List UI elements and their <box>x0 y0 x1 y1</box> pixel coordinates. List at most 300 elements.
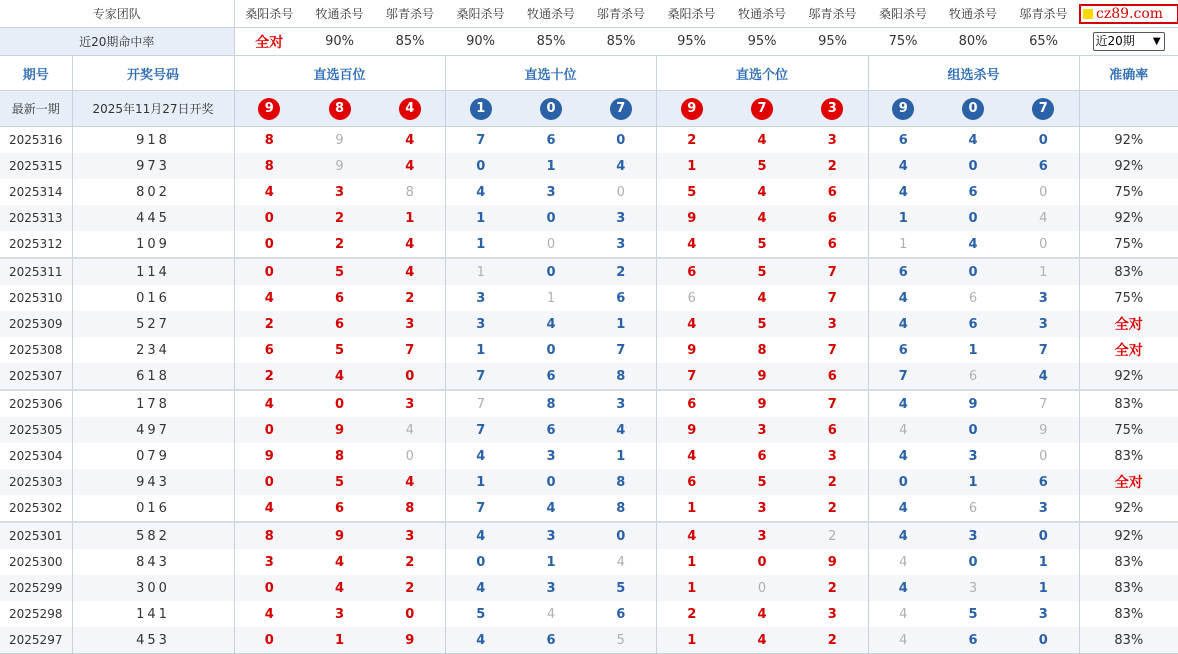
latest-ball-cell <box>586 91 656 127</box>
kill-number-cell: 3 <box>827 448 837 464</box>
draw-number-cell: 618 <box>72 363 234 390</box>
kill-number-cell: 0 <box>757 554 767 570</box>
kill-number-cell: 0 <box>1039 236 1048 252</box>
kill-number-cell: 9 <box>335 132 344 148</box>
kill-number-cell: 0 <box>375 363 445 390</box>
table-row <box>0 179 1178 205</box>
period-cell: 2025298 <box>9 607 63 621</box>
kill-number-cell: 2 <box>656 601 727 627</box>
kill-number-cell: 8 <box>234 522 304 549</box>
kill-number-cell: 0 <box>938 153 1008 179</box>
draw-number-cell: 527 <box>72 311 234 337</box>
expert-name: 桑阳杀号 <box>667 7 716 21</box>
draw-number-cell: 079 <box>72 443 234 469</box>
kill-number-cell: 1 <box>616 448 626 464</box>
latest-ball-cell <box>1008 91 1079 127</box>
kill-number-cell: 3 <box>234 549 304 575</box>
kill-number-cell: 0 <box>1039 184 1048 200</box>
kill-number-cell: 9 <box>656 205 727 231</box>
expert-name: 牧通杀号 <box>315 7 364 21</box>
kill-number-cell: 1 <box>586 311 656 337</box>
kill-number-cell: 6 <box>616 606 626 622</box>
kill-number-cell: 2 <box>797 469 868 495</box>
period-cell: 2025308 <box>9 343 63 357</box>
kill-number-cell: 0 <box>546 342 556 358</box>
period-cell: 2025305 <box>0 417 72 443</box>
accuracy-cell: 全对 <box>1079 469 1178 495</box>
kill-number-cell: 9 <box>375 627 445 654</box>
kill-number-cell: 9 <box>656 337 727 363</box>
latest-ball: 9 <box>892 98 914 120</box>
kill-number-cell: 6 <box>334 290 345 306</box>
kill-number-cell: 7 <box>445 363 516 390</box>
hit-rate: 85% <box>516 28 586 56</box>
latest-ball: 1 <box>470 98 492 120</box>
kill-number-cell: 7 <box>405 342 415 358</box>
period-select[interactable] <box>1093 32 1165 51</box>
expert-name: 邬青杀号 <box>597 7 646 21</box>
kill-number-cell: 4 <box>1008 363 1079 390</box>
kill-number-cell: 4 <box>656 311 727 337</box>
latest-ball-cell <box>797 91 868 127</box>
latest-accuracy-empty <box>1079 91 1178 127</box>
kill-number-cell: 4 <box>868 179 938 205</box>
kill-number-cell: 0 <box>1008 627 1079 654</box>
table-row <box>0 417 1178 443</box>
accuracy-cell: 75% <box>1079 285 1178 311</box>
kill-number-cell: 4 <box>968 132 978 148</box>
latest-ball-cell <box>516 91 586 127</box>
hit-rate: 80% <box>938 28 1008 56</box>
kill-number-cell: 5 <box>727 258 797 285</box>
hit-rate: 全对 <box>234 28 304 56</box>
latest-ball: 8 <box>329 98 351 120</box>
kill-number-cell: 3 <box>1038 606 1048 622</box>
kill-number-cell: 3 <box>546 184 556 200</box>
kill-number-cell: 3 <box>445 311 516 337</box>
kill-number-cell: 4 <box>234 495 304 522</box>
kill-number-cell: 8 <box>616 500 626 516</box>
kill-number-cell: 6 <box>656 469 727 495</box>
kill-number-cell: 6 <box>616 290 626 306</box>
kill-number-cell: 4 <box>405 132 415 148</box>
kill-number-cell: 9 <box>938 390 1008 417</box>
kill-number-cell: 6 <box>938 311 1008 337</box>
kill-number-cell: 5 <box>727 153 797 179</box>
period-cell: 2025300 <box>9 555 63 569</box>
kill-number-cell: 4 <box>516 311 586 337</box>
kill-number-cell: 4 <box>234 285 304 311</box>
kill-number-cell: 0 <box>938 417 1008 443</box>
table-row <box>0 205 1178 231</box>
kill-number-cell: 0 <box>234 417 304 443</box>
latest-ball-cell <box>727 91 797 127</box>
latest-ball: 3 <box>821 98 843 120</box>
kill-number-cell: 6 <box>516 363 586 390</box>
kill-number-cell: 2 <box>405 290 415 306</box>
kill-number-cell: 7 <box>616 342 626 358</box>
accuracy-cell: 92% <box>1079 522 1178 549</box>
kill-number-cell: 8 <box>234 127 304 154</box>
kill-number-cell: 6 <box>797 417 868 443</box>
kill-number-cell: 3 <box>938 522 1008 549</box>
col-accuracy-header: 准确率 <box>1079 56 1178 91</box>
period-cell: 2025306 <box>0 390 72 417</box>
kill-number-cell: 6 <box>827 236 837 252</box>
kill-number-cell: 4 <box>868 601 938 627</box>
kill-number-cell: 7 <box>1008 390 1079 417</box>
kill-number-cell: 4 <box>868 549 938 575</box>
kill-number-cell: 4 <box>234 179 304 205</box>
kill-number-cell: 0 <box>445 153 516 179</box>
kill-number-cell: 4 <box>304 575 375 601</box>
kill-number-cell: 7 <box>797 258 868 285</box>
accuracy-cell: 83% <box>1079 390 1178 417</box>
table-row <box>0 575 1178 601</box>
kill-number-cell: 0 <box>1008 522 1079 549</box>
expert-name: 牧通杀号 <box>738 7 787 21</box>
kill-number-cell: 6 <box>334 500 345 516</box>
kill-number-cell: 3 <box>586 205 656 231</box>
kill-number-cell: 9 <box>304 153 375 179</box>
kill-number-cell: 0 <box>586 522 656 549</box>
kill-number-cell: 3 <box>757 500 767 516</box>
kill-number-cell: 6 <box>656 258 727 285</box>
hit-rate: 85% <box>586 28 656 56</box>
kill-number-cell: 3 <box>1038 290 1048 306</box>
kill-number-cell: 0 <box>405 606 415 622</box>
table-row <box>0 258 1178 285</box>
team-label: 专家团队 <box>0 0 234 28</box>
draw-number-cell: 300 <box>72 575 234 601</box>
draw-number-cell: 016 <box>72 495 234 522</box>
period-cell: 2025311 <box>0 258 72 285</box>
kill-number-cell: 4 <box>757 290 767 306</box>
expert-name: 桑阳杀号 <box>879 7 928 21</box>
site-logo[interactable] <box>1079 4 1178 24</box>
draw-number-cell: 802 <box>72 179 234 205</box>
latest-ball: 7 <box>1032 98 1054 120</box>
table-row <box>0 127 1178 154</box>
kill-number-cell: 0 <box>546 236 556 252</box>
kill-number-cell: 0 <box>968 554 978 570</box>
table-row <box>0 285 1178 311</box>
kill-number-cell: 6 <box>656 390 727 417</box>
kill-number-cell: 2 <box>405 554 415 570</box>
kill-number-cell: 3 <box>968 448 978 464</box>
kill-number-cell: 4 <box>445 522 516 549</box>
kill-number-cell: 6 <box>516 417 586 443</box>
kill-number-cell: 8 <box>516 390 586 417</box>
kill-number-cell: 4 <box>727 205 797 231</box>
latest-ball-cell <box>375 91 445 127</box>
kill-number-cell: 1 <box>1038 554 1048 570</box>
latest-ball-cell <box>938 91 1008 127</box>
latest-ball: 7 <box>610 98 632 120</box>
expert-name: 邬青杀号 <box>808 7 857 21</box>
hit-rate: 95% <box>797 28 868 56</box>
kill-number-cell: 7 <box>827 290 837 306</box>
period-select-value: 近20期 <box>1095 34 1135 48</box>
kill-number-cell: 0 <box>234 231 304 258</box>
kill-number-cell: 6 <box>516 627 586 654</box>
kill-number-cell: 6 <box>968 500 978 516</box>
kill-number-cell: 7 <box>445 390 516 417</box>
kill-number-cell: 6 <box>868 127 938 154</box>
kill-number-cell: 5 <box>586 575 656 601</box>
kill-number-cell: 0 <box>445 549 516 575</box>
kill-number-cell: 5 <box>757 236 767 252</box>
kill-number-cell: 9 <box>827 554 837 570</box>
accuracy-cell: 92% <box>1079 127 1178 154</box>
kill-number-cell: 6 <box>304 311 375 337</box>
kill-number-cell: 2 <box>797 627 868 654</box>
kill-number-cell: 6 <box>827 184 837 200</box>
kill-number-cell: 4 <box>868 627 938 654</box>
kill-number-cell: 1 <box>656 575 727 601</box>
kill-number-cell: 1 <box>938 469 1008 495</box>
table-row <box>0 601 1178 627</box>
accuracy-cell: 92% <box>1079 495 1178 522</box>
kill-number-cell: 7 <box>445 127 516 154</box>
kill-number-cell: 2 <box>827 500 837 516</box>
kill-number-cell: 6 <box>546 132 556 148</box>
kill-number-cell: 0 <box>1039 448 1048 464</box>
kill-number-cell: 4 <box>375 258 445 285</box>
accuracy-cell: 83% <box>1079 601 1178 627</box>
kill-number-cell: 4 <box>868 390 938 417</box>
hit-rate-label: 近20期命中率 <box>0 28 234 56</box>
accuracy-cell: 92% <box>1079 205 1178 231</box>
kill-number-cell: 6 <box>868 337 938 363</box>
accuracy-cell: 92% <box>1079 363 1178 390</box>
draw-number-cell: 973 <box>72 153 234 179</box>
draw-number-cell: 497 <box>72 417 234 443</box>
kill-number-cell: 6 <box>868 258 938 285</box>
group-header-units: 直选个位 <box>656 56 868 91</box>
accuracy-cell: 83% <box>1079 258 1178 285</box>
latest-ball: 0 <box>540 98 562 120</box>
period-cell: 2025307 <box>0 363 72 390</box>
kill-number-cell: 1 <box>968 342 978 358</box>
kill-number-cell: 7 <box>827 342 837 358</box>
kill-number-cell: 7 <box>445 495 516 522</box>
kill-number-cell: 4 <box>586 417 656 443</box>
kill-number-cell: 3 <box>1038 500 1048 516</box>
table-row <box>0 363 1178 390</box>
kill-number-cell: 3 <box>727 522 797 549</box>
kill-number-cell: 0 <box>516 205 586 231</box>
kill-number-cell: 1 <box>304 627 375 654</box>
period-cell: 2025297 <box>0 627 72 654</box>
kill-number-cell: 2 <box>234 311 304 337</box>
kill-number-cell: 3 <box>516 522 586 549</box>
accuracy-cell: 83% <box>1079 627 1178 654</box>
kill-number-cell: 6 <box>656 285 727 311</box>
table-row <box>0 469 1178 495</box>
kill-number-cell: 4 <box>234 601 304 627</box>
kill-number-cell: 8 <box>757 342 767 358</box>
kill-number-cell: 4 <box>757 132 767 148</box>
accuracy-cell: 75% <box>1079 231 1178 258</box>
kill-number-cell: 1 <box>445 205 516 231</box>
kill-number-cell: 2 <box>334 236 345 252</box>
expert-names-row <box>0 0 1178 28</box>
kill-number-cell: 0 <box>616 184 625 200</box>
kill-number-cell: 7 <box>445 417 516 443</box>
kill-number-cell: 6 <box>938 363 1008 390</box>
kill-number-cell: 3 <box>375 390 445 417</box>
kill-number-cell: 6 <box>968 290 978 306</box>
kill-number-cell: 4 <box>445 179 516 205</box>
period-cell: 2025302 <box>9 501 63 515</box>
kill-number-cell: 3 <box>727 417 797 443</box>
kill-number-cell: 4 <box>868 495 938 522</box>
hit-rate: 90% <box>445 28 516 56</box>
kill-number-cell: 6 <box>757 448 767 464</box>
draw-number-cell: 582 <box>72 522 234 549</box>
draw-number-cell: 918 <box>72 127 234 154</box>
kill-number-cell: 2 <box>304 205 375 231</box>
kill-number-cell: 0 <box>304 390 375 417</box>
period-select-cell <box>1079 28 1178 56</box>
draw-number-cell: 445 <box>72 205 234 231</box>
kill-number-cell: 9 <box>1008 417 1079 443</box>
kill-number-cell: 1 <box>1008 258 1079 285</box>
kill-number-cell: 1 <box>868 205 938 231</box>
kill-number-cell: 7 <box>1038 342 1048 358</box>
kill-number-cell: 4 <box>334 554 345 570</box>
kill-number-cell: 5 <box>334 342 345 358</box>
draw-number-cell: 943 <box>72 469 234 495</box>
kill-number-cell: 4 <box>375 153 445 179</box>
kill-number-cell: 4 <box>405 236 415 252</box>
table-row <box>0 627 1178 654</box>
kill-number-cell: 6 <box>797 363 868 390</box>
kill-number-cell: 1 <box>375 205 445 231</box>
kill-number-cell: 3 <box>546 448 556 464</box>
kill-number-cell: 0 <box>938 258 1008 285</box>
period-cell: 2025316 <box>9 133 63 147</box>
kill-number-cell: 4 <box>375 417 445 443</box>
kill-number-cell: 4 <box>868 417 938 443</box>
table-row <box>0 231 1178 258</box>
draw-number-cell: 234 <box>72 337 234 363</box>
period-cell: 2025304 <box>9 449 63 463</box>
kill-number-cell: 3 <box>827 132 837 148</box>
kill-number-cell: 2 <box>656 127 727 154</box>
latest-ball: 9 <box>681 98 703 120</box>
kill-number-cell: 1 <box>868 231 938 258</box>
kill-number-cell: 5 <box>445 601 516 627</box>
kill-number-cell: 1 <box>546 554 556 570</box>
kill-number-cell: 0 <box>616 132 626 148</box>
hit-rate: 95% <box>656 28 727 56</box>
site-logo-cell <box>1079 0 1178 28</box>
accuracy-cell: 83% <box>1079 549 1178 575</box>
kill-number-cell: 4 <box>727 627 797 654</box>
kill-number-cell: 9 <box>727 363 797 390</box>
hit-rate: 65% <box>1008 28 1079 56</box>
kill-number-cell: 4 <box>968 236 978 252</box>
kill-number-cell: 2 <box>797 522 868 549</box>
expert-name: 牧通杀号 <box>527 7 576 21</box>
kill-number-cell: 0 <box>516 258 586 285</box>
kill-number-cell: 3 <box>586 390 656 417</box>
latest-ball-cell <box>304 91 375 127</box>
kill-number-cell: 8 <box>405 500 415 516</box>
kill-number-cell: 2 <box>375 575 445 601</box>
period-cell: 2025303 <box>0 469 72 495</box>
draw-number-cell: 016 <box>72 285 234 311</box>
kill-number-cell: 6 <box>938 627 1008 654</box>
column-header-row <box>0 56 1178 91</box>
latest-ball-cell <box>868 91 938 127</box>
latest-date: 2025年11月27日开奖 <box>72 91 234 127</box>
latest-ball: 0 <box>962 98 984 120</box>
table-row <box>0 390 1178 417</box>
kill-number-cell: 9 <box>234 443 304 469</box>
kill-number-cell: 4 <box>304 363 375 390</box>
group-header-hundreds: 直选百位 <box>234 56 445 91</box>
latest-ball: 9 <box>258 98 280 120</box>
kill-number-cell: 4 <box>234 390 304 417</box>
group-header-tens: 直选十位 <box>445 56 656 91</box>
kill-number-cell: 5 <box>304 469 375 495</box>
expert-name: 邬青杀号 <box>1019 7 1068 21</box>
kill-number-cell: 6 <box>797 205 868 231</box>
draw-number-cell: 141 <box>72 601 234 627</box>
kill-number-cell: 4 <box>656 443 727 469</box>
expert-name: 桑阳杀号 <box>456 7 505 21</box>
kill-number-cell: 3 <box>616 236 626 252</box>
kill-number-cell: 2 <box>797 575 868 601</box>
kill-number-cell: 1 <box>546 290 556 306</box>
kill-number-cell: 2 <box>797 153 868 179</box>
logo-text: cz89.com <box>1096 5 1164 22</box>
table-row <box>0 337 1178 363</box>
kill-number-cell: 0 <box>405 448 414 464</box>
kill-number-cell: 2 <box>586 258 656 285</box>
kill-number-cell: 4 <box>656 522 727 549</box>
latest-label: 最新一期 <box>0 91 72 127</box>
kill-number-cell: 3 <box>797 311 868 337</box>
kill-number-cell: 6 <box>234 337 304 363</box>
kill-number-cell: 0 <box>727 575 797 601</box>
draw-number-cell: 114 <box>72 258 234 285</box>
table-row <box>0 443 1178 469</box>
kill-number-cell: 4 <box>616 554 625 570</box>
latest-period-row <box>0 91 1178 127</box>
period-cell: 2025315 <box>0 153 72 179</box>
expert-name: 桑阳杀号 <box>245 7 294 21</box>
kill-number-cell: 7 <box>656 363 727 390</box>
kill-number-cell: 5 <box>656 179 727 205</box>
kill-number-cell: 4 <box>868 311 938 337</box>
kill-number-cell: 8 <box>234 153 304 179</box>
expert-name: 邬青杀号 <box>386 7 435 21</box>
kill-number-cell: 3 <box>445 285 516 311</box>
kill-number-cell: 4 <box>656 231 727 258</box>
kill-number-cell: 0 <box>234 627 304 654</box>
table-row <box>0 153 1178 179</box>
kill-number-cell: 1 <box>445 469 516 495</box>
kill-number-cell: 7 <box>868 363 938 390</box>
kill-number-cell: 1 <box>516 153 586 179</box>
kill-number-cell: 3 <box>938 575 1008 601</box>
kill-number-cell: 8 <box>586 363 656 390</box>
kill-number-cell: 5 <box>304 258 375 285</box>
